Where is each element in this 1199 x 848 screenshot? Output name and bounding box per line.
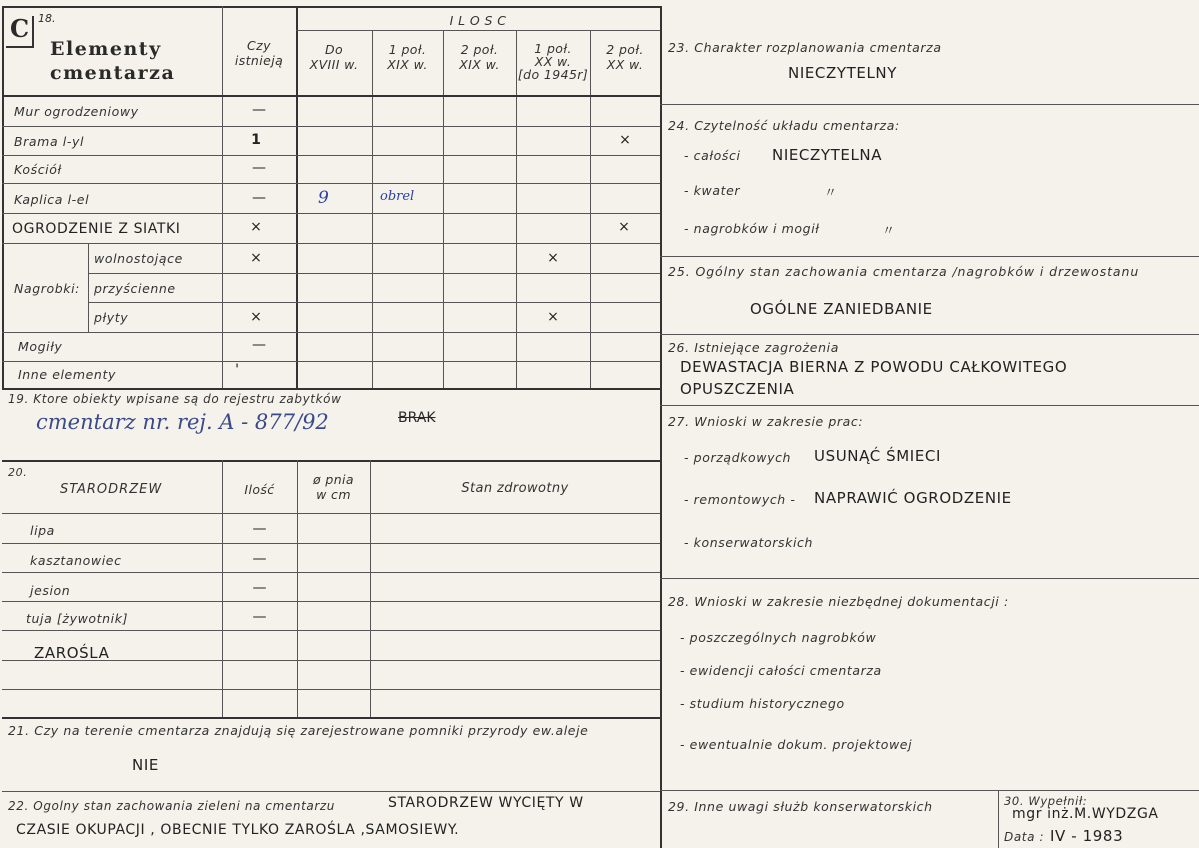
- section-title-line1: Elementy: [50, 38, 162, 60]
- q24-item-label: - kwater: [684, 183, 741, 198]
- period-mark-handwritten: obrel: [380, 189, 415, 204]
- t2-bottom-rule: [2, 717, 660, 719]
- q27-item-label: - remontowych -: [684, 492, 796, 507]
- tree-label: jesion: [30, 583, 71, 598]
- col-header-3: [443, 42, 516, 72]
- row-label-kosciol: Kościół: [14, 162, 62, 177]
- exists-header-l2: istnieją: [234, 53, 284, 68]
- t1-bottom-rule: [2, 388, 660, 390]
- q29-label: 29. Inne uwagi służb konserwatorskich: [668, 799, 933, 814]
- period-mark: ×: [547, 250, 559, 266]
- q25-label: 25. Ogólny stan zachowania cmentarza /nagrobków i drzewostanu: [668, 264, 1140, 279]
- t1-row-rule: [2, 183, 660, 184]
- section-number: 18.: [38, 12, 56, 25]
- tree-label: ZAROŚLA: [34, 644, 110, 662]
- q26-label: 26. Istniejące zagrożenia: [668, 340, 839, 355]
- exists-mark: —: [252, 190, 266, 206]
- t2-diam-header: [297, 472, 370, 502]
- q24-bottom-rule: [660, 256, 1199, 257]
- tree-qty: —: [252, 580, 267, 596]
- q27-label: 27. Wnioski w zakresie prac:: [668, 414, 864, 429]
- t1-row-rule: [88, 273, 660, 274]
- row-label-inne: Inne elementy: [18, 367, 116, 382]
- q21-answer: NIE: [132, 756, 159, 774]
- exists-mark: ': [235, 362, 239, 378]
- q21-bottom-rule: [2, 791, 660, 792]
- t1-row-rule: [88, 302, 660, 303]
- q27-item-label: - porządkowych: [684, 450, 792, 465]
- col-header-2: [372, 42, 443, 72]
- q22-answer2: CZASIE OKUPACJI , OBECNIE TYLKO ZAROŚLA ,SAMOSIEWY.: [16, 822, 460, 838]
- exists-header-l1: Czy: [247, 38, 271, 53]
- col-header-5-l2: XX w.: [606, 57, 644, 72]
- row-label-ogrodzenie: OGRODZENIE Z SIATKI: [12, 221, 181, 237]
- q21-label: 21. Czy na terenie cmentarza znajdują się zarejestrowane pomniki przyrody ew.aleje: [8, 723, 589, 738]
- section-title-line2: cmentarza: [50, 62, 176, 84]
- q23-bottom-rule: [660, 104, 1199, 105]
- t1-header-rule: [2, 95, 660, 97]
- q27-bottom-rule: [660, 578, 1199, 579]
- q28-label: 28. Wnioski w zakresie niezbędnej dokumentacji :: [668, 594, 1009, 609]
- tree-qty: —: [252, 551, 267, 567]
- tree-label: kasztanowiec: [30, 553, 122, 568]
- q19-bottom-rule: [2, 460, 660, 462]
- ilosc-header: I L O S C: [449, 13, 507, 28]
- col-header-4: [516, 42, 590, 81]
- q28-item: - studium historycznego: [680, 696, 845, 711]
- t1-row-rule: [2, 361, 660, 362]
- t2-diam-l1: ø pnia: [312, 472, 354, 487]
- t1-col-sep: [443, 30, 444, 388]
- section-letter: C: [10, 14, 30, 43]
- tree-label: lipa: [30, 523, 55, 538]
- t2-row-rule: [2, 572, 660, 573]
- t2-row-rule: [2, 543, 660, 544]
- q27-item-answer: USUNĄĆ ŚMIECI: [814, 447, 942, 465]
- exists-mark: 1: [251, 132, 261, 148]
- q24-item-label: - całości: [684, 148, 741, 163]
- row-label-kaplica: Kaplica l-el: [14, 192, 90, 207]
- t2-row-rule: [2, 689, 660, 690]
- t2-health-header: Stan zdrowotny: [461, 481, 569, 496]
- exists-header: [222, 38, 296, 68]
- t1-row-rule: [2, 332, 660, 333]
- t2-col-sep: [370, 460, 371, 718]
- q26-answer1: DEWASTACJA BIERNA Z POWODU CAŁKOWITEGO: [680, 358, 1068, 376]
- col-header-1-l1: Do: [324, 42, 344, 57]
- q24-item-answer: 〃: [824, 186, 838, 201]
- col-header-5-l1: 2 poł.: [606, 42, 644, 57]
- col-header-3-l2: XIX w.: [459, 57, 500, 72]
- col-header-5: [590, 42, 660, 72]
- col-header-3-l1: 2 poł.: [460, 42, 499, 57]
- q24-item-answer: 〃: [882, 224, 896, 239]
- t1-col-sep: [372, 30, 373, 388]
- q27-item-label: - konserwatorskich: [684, 535, 814, 550]
- period-mark: ×: [619, 132, 631, 148]
- exists-mark: ×: [250, 309, 262, 325]
- row-label-przyscienne: przyścienne: [94, 281, 176, 296]
- q26-answer2: OPUSZCZENIA: [680, 380, 795, 398]
- ilosc-rule: [296, 30, 660, 31]
- t1-row-rule: [2, 126, 660, 127]
- col-header-4-l3: [do 1945r]: [517, 67, 589, 82]
- q23-label: 23. Charakter rozplanowania cmentarza: [668, 40, 942, 55]
- t2-row-rule: [2, 601, 660, 602]
- t2-number: 20.: [8, 466, 28, 479]
- t1-row-rule: [2, 213, 660, 214]
- q27-item-answer: NAPRAWIĆ OGRODZENIE: [814, 489, 1012, 507]
- row-label-brama: Brama l-yl: [14, 134, 85, 149]
- row-label-plyty: płyty: [94, 310, 129, 325]
- exists-mark: —: [252, 337, 266, 353]
- row-label-wolnostojace: wolnostojące: [94, 251, 183, 266]
- q23-answer: NIECZYTELNY: [788, 64, 898, 82]
- q24-item-label: - nagrobków i mogił: [684, 221, 820, 236]
- tree-qty: —: [252, 609, 267, 625]
- q22-answer1: STARODRZEW WYCIĘTY W: [388, 795, 584, 811]
- t2-title: STARODRZEW: [60, 482, 163, 497]
- nagrobki-label: Nagrobki:: [14, 281, 80, 296]
- top-border: [2, 6, 660, 8]
- q25-answer: OGÓLNE ZANIEDBANIE: [750, 300, 933, 318]
- q30-date: IV - 1983: [1050, 827, 1124, 845]
- q30-date-label: Data :: [1004, 830, 1045, 844]
- q22-label: 22. Ogolny stan zachowania zieleni na cmentarzu: [8, 799, 335, 813]
- col-header-4-l2: XX w.: [534, 54, 572, 69]
- t2-diam-l2: w cm: [316, 487, 351, 502]
- center-divider: [660, 6, 662, 848]
- t1-row-rule: [2, 243, 660, 244]
- q19-struck: BRAK: [398, 410, 436, 426]
- t2-row-rule: [2, 630, 660, 631]
- period-mark-handwritten: 9: [318, 188, 329, 208]
- q19-handwritten: cmentarz nr. rej. A - 877/92: [36, 410, 329, 434]
- col-header-2-l2: XIX w.: [387, 57, 428, 72]
- col-header-2-l1: 1 poł.: [388, 42, 427, 57]
- tree-label: tuja [żywotnik]: [26, 611, 129, 626]
- q28-item: - ewidencji całości cmentarza: [680, 663, 882, 678]
- row-label-mur: Mur ogrodzeniowy: [14, 104, 139, 119]
- q30-label: 30. Wypełnił:: [1004, 794, 1088, 808]
- q28-item: - ewentualnie dokum. projektowej: [680, 737, 913, 752]
- exists-mark: —: [252, 102, 266, 118]
- q26-bottom-rule: [660, 405, 1199, 406]
- q19-label: 19. Ktore obiekty wpisane są do rejestru zabytków: [8, 392, 342, 406]
- q28-item: - poszczególnych nagrobków: [680, 630, 877, 645]
- exists-mark: ×: [250, 219, 262, 235]
- q30-name: mgr inż.M.WYDZGA: [1012, 806, 1159, 822]
- q24-item-answer: NIECZYTELNA: [772, 146, 883, 164]
- row-label-mogily: Mogiły: [18, 339, 63, 354]
- exists-mark: ×: [250, 250, 262, 266]
- t1-col-sep: [590, 30, 591, 388]
- t1-row-rule: [2, 155, 660, 156]
- t1-nagrobki-sep: [88, 244, 89, 332]
- period-mark: ×: [618, 219, 630, 235]
- q24-label: 24. Czytelność układu cmentarza:: [668, 118, 900, 133]
- col-header-4-l1: 1 poł.: [534, 41, 572, 56]
- t1-col-sep: [516, 30, 517, 388]
- q28-bottom-rule: [660, 790, 1199, 791]
- q30-sep: [998, 790, 999, 848]
- tree-qty: —: [252, 521, 267, 537]
- exists-mark: —: [252, 160, 266, 176]
- t2-row-rule: [2, 513, 660, 514]
- col-header-1-l2: XVIII w.: [309, 57, 359, 72]
- period-mark: ×: [547, 309, 559, 325]
- t2-qty-header: Ilość: [244, 482, 275, 497]
- col-header-1: [296, 42, 372, 72]
- q25-bottom-rule: [660, 334, 1199, 335]
